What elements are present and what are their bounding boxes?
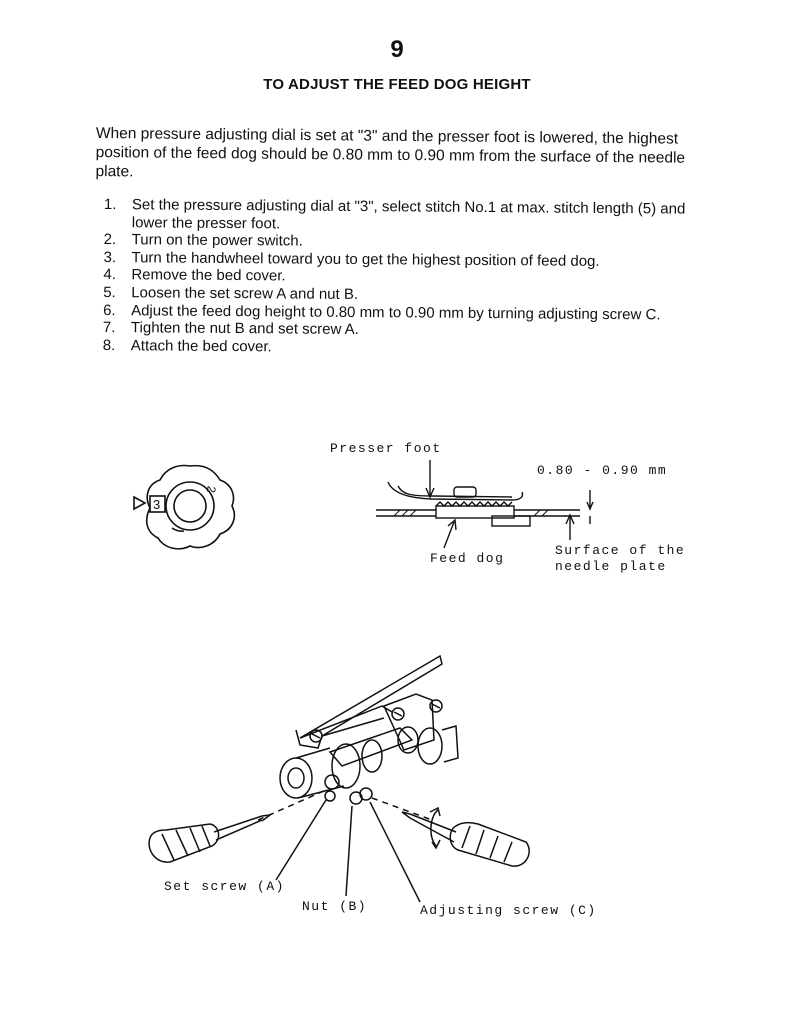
rotate-arrow-icon (431, 810, 438, 846)
adjusting-screw-c (360, 788, 372, 800)
list-item: 8. Attach the bed cover. (102, 336, 272, 356)
presser-foot-label: Presser foot (330, 441, 442, 456)
mechanism-figure (149, 656, 529, 902)
list-item: 3. Turn the handwheel toward you to get the highest position of feed dog. (103, 248, 600, 270)
nut-label: Nut (B) (302, 899, 368, 914)
pressure-dial-figure (134, 466, 234, 549)
section-title: TO ADJUST THE FEED DOG HEIGHT (263, 76, 531, 93)
left-screwdriver (149, 815, 270, 862)
measurement-label: 0.80 - 0.90 mm (537, 463, 668, 478)
dial-setting-number: 3 (153, 497, 161, 512)
list-item: 5. Loosen the set screw A and nut B. (103, 283, 359, 303)
dial-center (174, 490, 206, 522)
adjusting-screw-label: Adjusting screw (C) (420, 903, 597, 918)
list-item: 4. Remove the bed cover. (103, 266, 286, 285)
list-item: 6. Adjust the feed dog height to 0.80 mm to 0.90 mm by turning adjusting screw C. (103, 301, 661, 323)
page-number: 9 (390, 36, 404, 63)
set-screw-label: Set screw (A) (164, 879, 285, 894)
feed-dog-label: Feed dog (430, 551, 505, 566)
surface-label-line2: needle plate (555, 559, 667, 574)
list-item: 2. Turn on the power switch. (103, 231, 303, 250)
right-screwdriver (402, 808, 529, 866)
surface-label-line1: Surface of the (555, 543, 686, 558)
shaft-end (280, 758, 312, 798)
indicator-arrow-icon (134, 497, 145, 509)
dial-mark-number: 2 (203, 484, 219, 494)
list-item: 1. Set the pressure adjusting dial at "3", select stitch No.1 at max. stitch length (5) and lower the presser foot. (103, 196, 686, 233)
intro-paragraph: When pressure adjusting dial is set at "3" and the presser foot is lowered, the highest position of the feed dog should be 0.80 mm to 0.90 mm from the surface of the needle plate. (95, 124, 686, 181)
bracket-arm (300, 656, 442, 738)
list-item: 7. Tighten the nut B and set screw A. (102, 319, 359, 339)
